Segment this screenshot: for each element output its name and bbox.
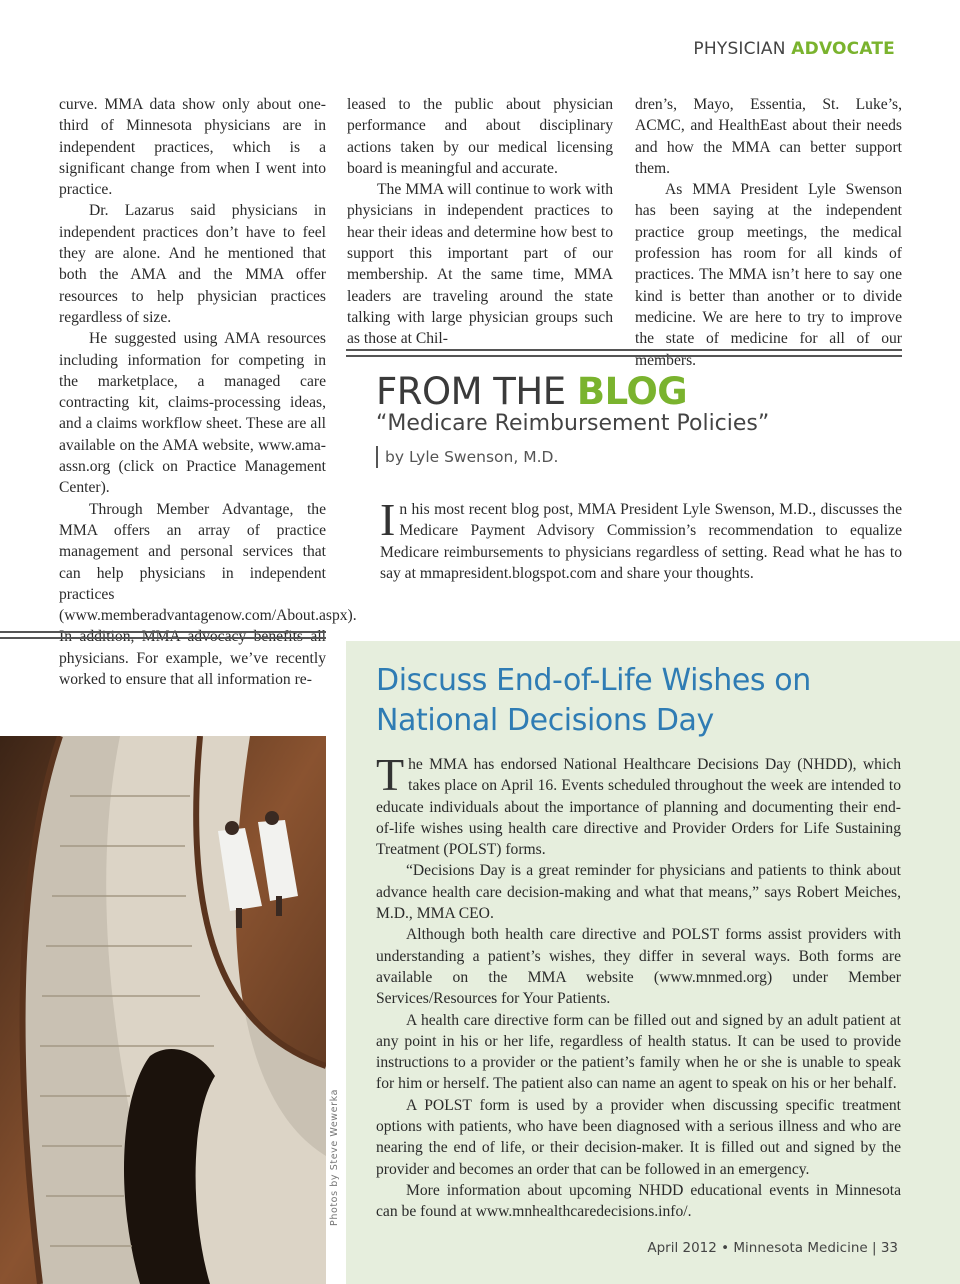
blog-byline: by Lyle Swenson, M.D. [376, 446, 558, 468]
section-header [693, 39, 895, 59]
paragraph: A POLST form is used by a provider when discussing specific treatment options with patients, who have been diagnosed with a serious illness and who are nearing the end of life, or their decision-maker. It is filled out and signed by the provider and becomes an order that can be followed in an emergency. [376, 1096, 901, 1178]
paragraph: Dr. Lazarus said physicians in independent practices don’t have to feel they are alone. And he mentioned that both the AMA and the MMA offer resources to help physician practices regardless of size. [59, 202, 326, 326]
paragraph: leased to the public about physician performance and about disciplinary actions taken by our medical licensing board is meaningful and accurate. [347, 96, 613, 177]
paragraph: dren’s, Mayo, Essentia, St. Luke’s, ACMC, and HealthEast about their needs and how the MMA can better support them. [635, 96, 902, 177]
section-prefix: PHYSICIAN [693, 39, 786, 59]
drop-cap: I [380, 494, 396, 545]
staircase-photo [0, 736, 326, 1284]
blog-subtitle: “Medicare Reimbursement Policies” [376, 411, 770, 436]
page-footer: April 2012 • Minnesota Medicine | 33 [647, 1240, 898, 1256]
blog-heading-prefix: FROM THE [376, 370, 566, 413]
blog-heading [376, 370, 687, 413]
blog-divider [346, 349, 902, 357]
blog-body [380, 494, 902, 584]
paragraph: The MMA will continue to work with physicians in independent practices to hear their ideas and determine how best to support this important part of our membership. At the same time, MMA leaders are traveling around the state talking with large physician groups such as those at Chil- [347, 181, 613, 348]
drop-cap: T [376, 749, 405, 800]
paragraph: Through Member Advantage, the MMA offers an array of practice management and personal services that can help physicians in independent practices (www.memberadvantagenow.com/About.aspx). In addition, MMA advocacy benefits all physicians. For example, we’ve recently worked to ensure that all information re- [59, 500, 357, 689]
blog-text: n his most recent blog post, MMA President Lyle Swenson, M.D., discusses the Medicare Payment Advisory Commission’s recommendation to equalize Medicare reimbursements to physicians regardless of setting. Read what he has to say at mmapresident.blogspot.com and share your thoughts. [380, 501, 902, 582]
paragraph: He suggested using AMA resources including information for competing in the marketplace, a managed care contracting kit, claims-processing ideas, and a claims workflow sheet. These are all available on the AMA website, www.ama-assn.org (click on Practice Management Center). [59, 330, 326, 497]
paragraph: curve. MMA data show only about one-third of Minnesota physicians are in independent practices, which is a significant change from when I went into practice. [59, 96, 326, 199]
nhdd-text: he MMA has endorsed National Healthcare Decisions Day (NHDD), which takes place on April 16. Events scheduled throughout the week are intended to educate individuals about the importance of planning and documenting their end-of-life wishes using health care directive and Provider Orders for Life Sustaining Treatment (POLST) forms. [376, 756, 901, 859]
nhdd-heading: Discuss End-of-Life Wishes on National Decisions Day [376, 663, 811, 738]
nhdd-body [376, 749, 901, 1223]
paragraph: As MMA President Lyle Swenson has been saying at the independent practice group meetings, the medical profession has room for all kinds of practices. The MMA isn’t here to say one kind is better than another or to divide medicine. We are here to try to improve the state of medicine for all of our members. [635, 181, 902, 369]
paragraph: More information about upcoming NHDD educational events in Minnesota can be found at www.mnhealthcaredecisions.info/. [376, 1181, 901, 1221]
paragraph: A health care directive form can be filled out and signed by an adult patient at any point in his or her life, regardless of health status. It can be used to provide instructions to a provider or the patient’s family when he or she is unable to speak for him or herself. The patient also can name an agent to speak on his or her behalf. [376, 1011, 901, 1093]
article-column-1 [59, 94, 357, 690]
column-divider [0, 631, 326, 639]
section-accent: ADVOCATE [791, 39, 895, 59]
article-column-2 [347, 94, 613, 350]
article-column-3 [635, 94, 902, 371]
paragraph: Although both health care directive and POLST forms assist providers with understanding a patient’s wishes, they differ in several ways. Both forms are available on the MMA website (www.mnmed.org) under Member Services/Resources for Your Patients. [376, 926, 901, 1008]
blog-heading-accent: BLOG [576, 370, 688, 413]
paragraph: “Decisions Day is a great reminder for physicians and patients to think about advance health care decision-making and what that means,” says Robert Meiches, M.D., MMA CEO. [376, 862, 901, 923]
